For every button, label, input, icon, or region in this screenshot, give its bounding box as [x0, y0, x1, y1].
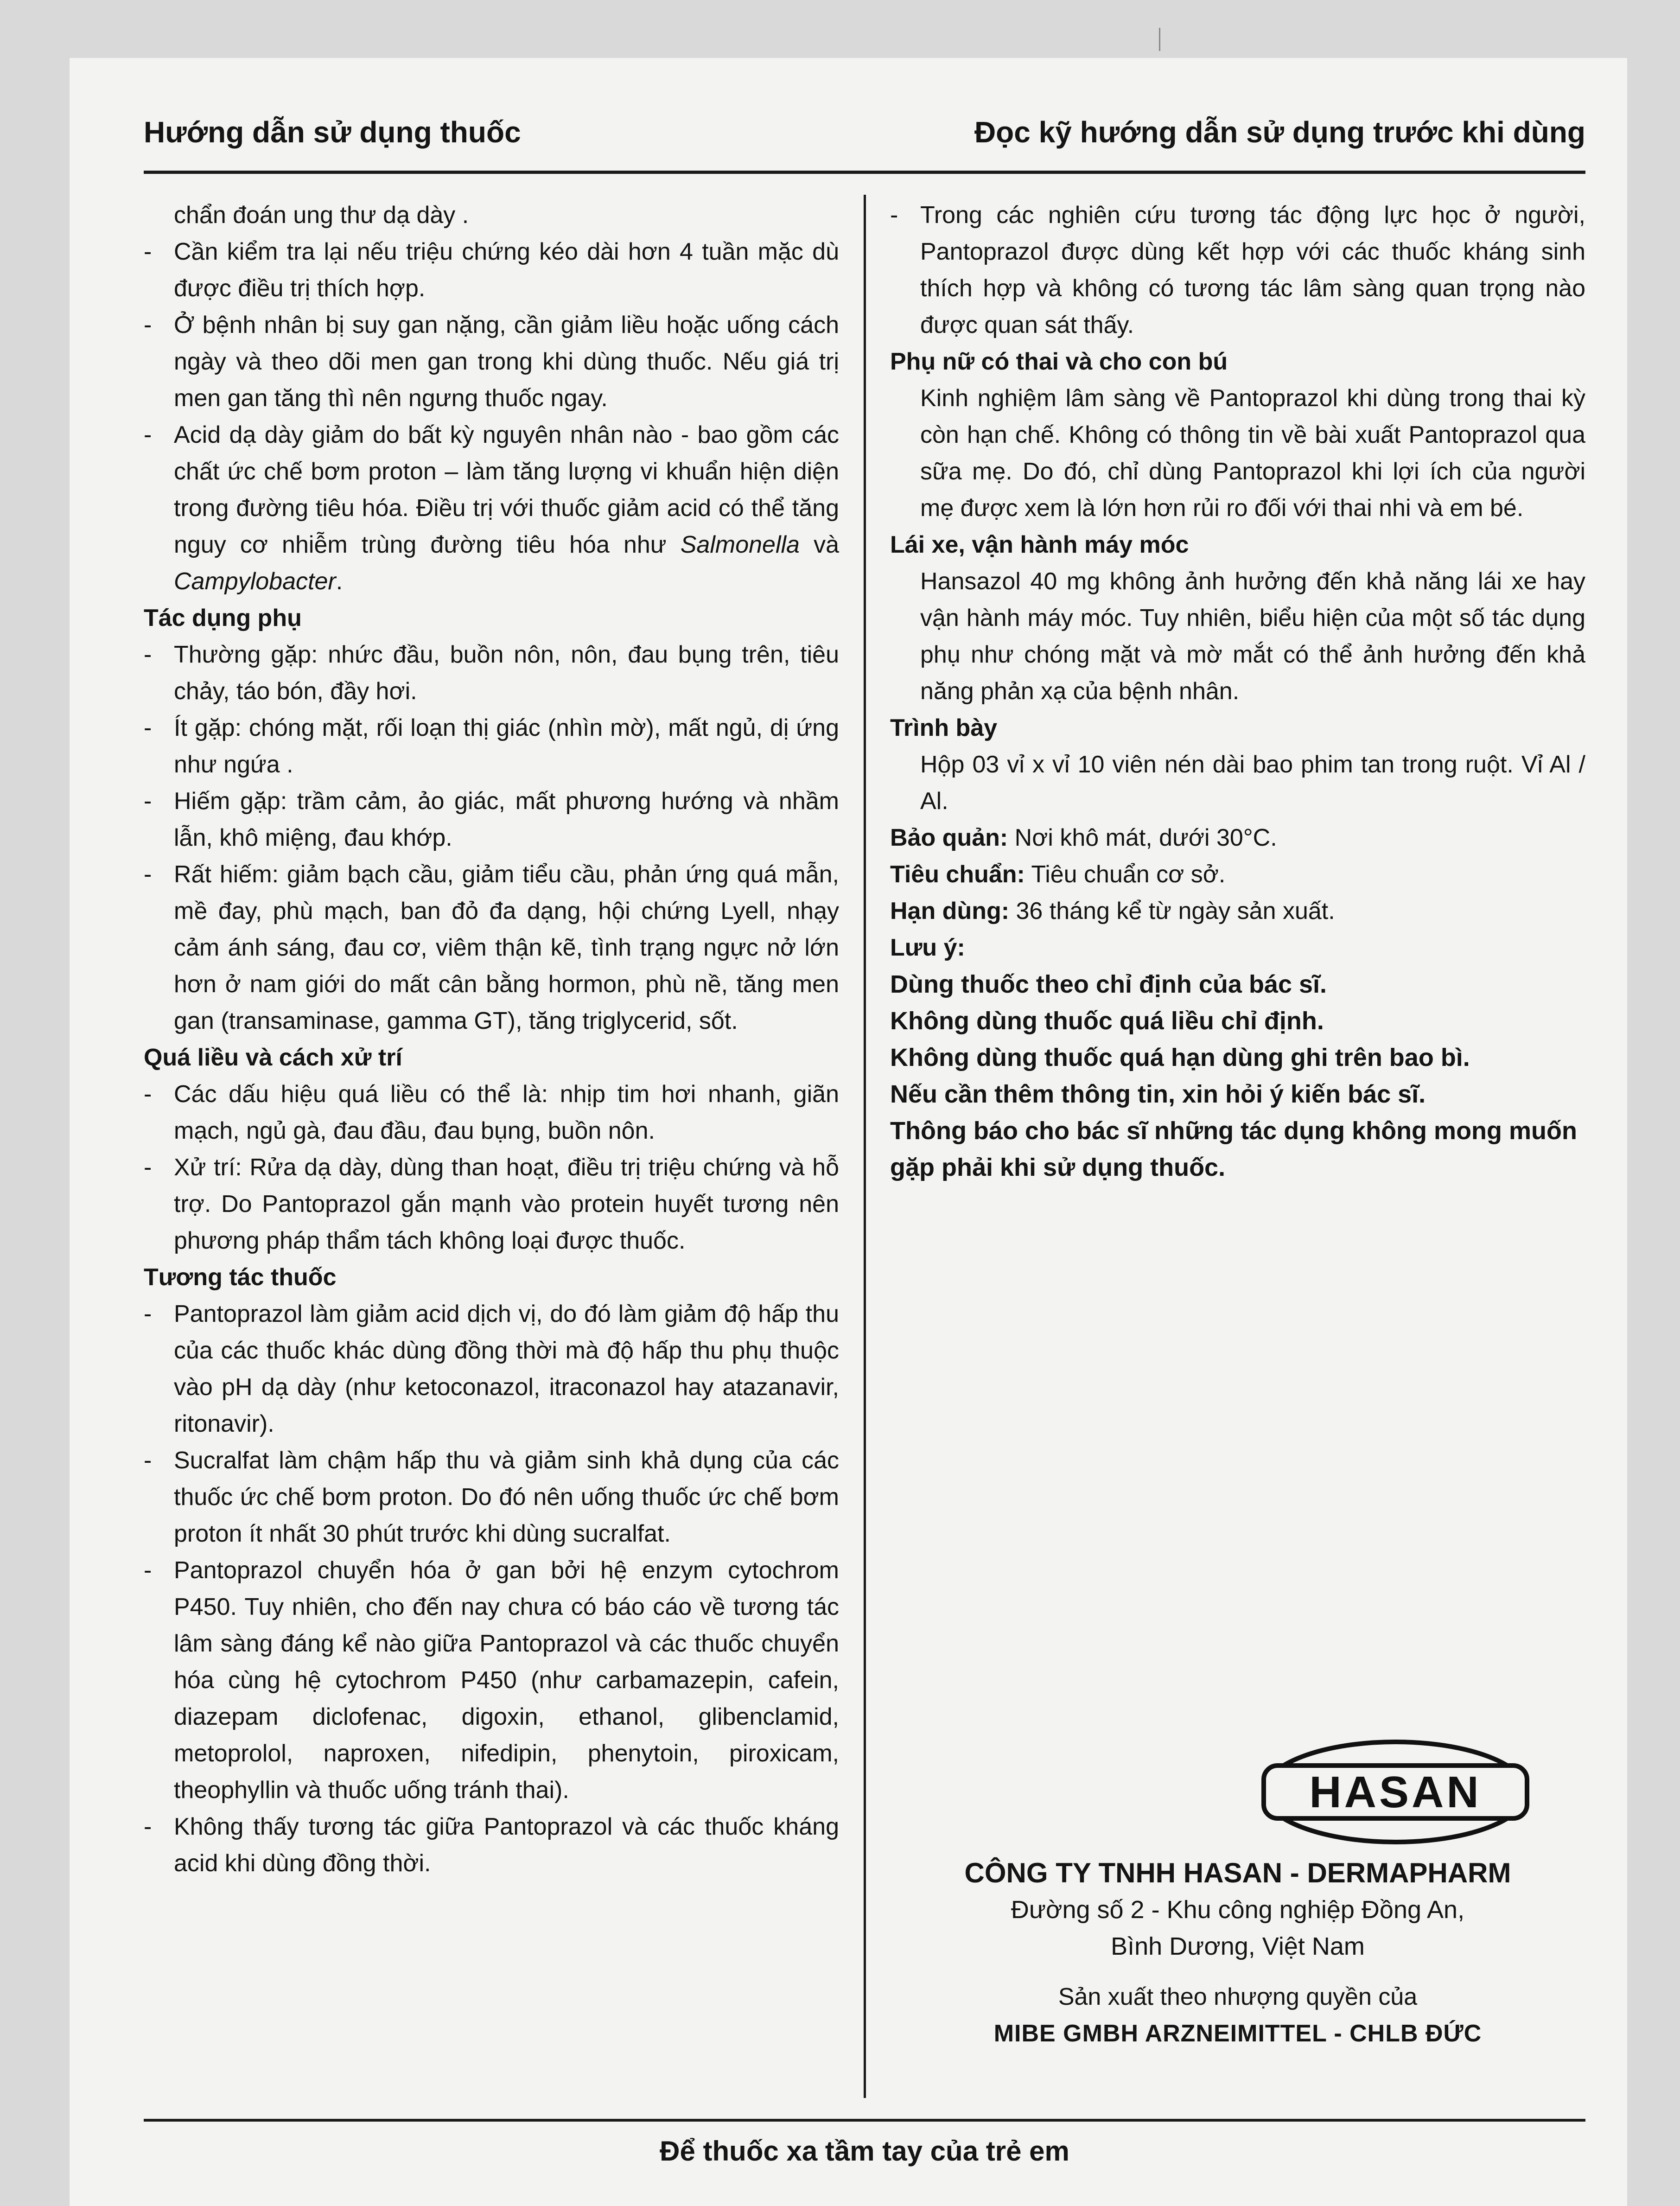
header-right-title: Đọc kỹ hướng dẫn sử dụng trước khi dùng: [974, 115, 1585, 149]
driving-text: Hansazol 40 mg không ảnh hưởng đến khả năng lái xe hay vận hành máy móc. Tuy nhiên, biểu hiện của một số tác dụng phụ như chóng mặt và mờ mắt có thể ảnh hưởng đến khả năng phản xạ của bệnh nhân.: [920, 568, 1585, 705]
header-rule: [144, 171, 1585, 174]
column-divider: [864, 195, 866, 2098]
side-effect-item: - Hiếm gặp: trầm cảm, ảo giác, mất phương hướng và nhầm lẫn, khô miệng, đau khớp.: [144, 788, 839, 851]
section-title-presentation: Trình bày: [890, 714, 998, 741]
warning-item: - Acid dạ dày giảm do bất kỳ nguyên nhân nào - bao gồm các chất ức chế bơm proton – làm tăng lượng vi khuẩn hiện diện trong đường tiêu hóa. Điều trị với thuốc giảm acid có thể tăng nguy cơ nhiễm trùng đường tiêu hóa như Salmonella và Campylobacter.: [144, 421, 840, 595]
expiry-line: Hạn dùng: 36 tháng kể từ ngày sản xuất.: [890, 898, 1335, 924]
standard-line: Tiêu chuẩn: Tiêu chuẩn cơ sở.: [890, 861, 1226, 888]
company-address-2: Bình Dương, Việt Nam: [1111, 1932, 1365, 1960]
note-line: Nếu cần thêm thông tin, xin hỏi ý kiến bác sĩ.: [890, 1080, 1426, 1108]
presentation-text: Hộp 03 vỉ x vỉ 10 viên nén dài bao phim tan trong ruột. Vỉ Al / Al.: [920, 751, 1585, 815]
licensor-name: MIBE GMBH ARZNEIMITTEL - CHLB ĐỨC: [993, 2020, 1482, 2047]
logo-text: HASAN: [1309, 1767, 1482, 1817]
interaction-item: - Sucralfat làm chậm hấp thu và giảm sinh khả dụng của các thuốc ức chế bơm proton. Do đó nên uống thuốc ức chế bơm proton ít nhất 30 phút trước khi dùng sucralfat.: [144, 1447, 839, 1547]
section-title-overdose: Quá liều và cách xử trí: [144, 1044, 402, 1071]
note-line: Dùng thuốc theo chỉ định của bác sĩ.: [890, 970, 1327, 998]
logo-graphic: [1261, 1739, 1530, 1845]
company-logo: [1261, 1739, 1530, 1845]
footer-rule: [144, 2119, 1585, 2122]
page-header: [144, 107, 1585, 169]
overdose-item: - Xử trí: Rửa dạ dày, dùng than hoạt, điều trị triệu chứng và hỗ trợ. Do Pantoprazol gắn mạnh vào protein huyết tương nên phương pháp thẩm tách không loại được thuốc.: [144, 1154, 839, 1254]
section-title-interactions: Tương tác thuốc: [144, 1264, 337, 1291]
warning-item: - Ở bệnh nhân bị suy gan nặng, cần giảm liều hoặc uống cách ngày và theo dõi men gan trong khi dùng thuốc. Nếu giá trị men gan tăng thì nên ngưng thuốc ngay.: [144, 312, 839, 412]
left-column: [144, 197, 839, 1882]
header-left-title: Hướng dẫn sử dụng thuốc: [144, 115, 521, 149]
license-line: Sản xuất theo nhượng quyền của: [1058, 1983, 1418, 2010]
interaction-item: - Không thấy tương tác giữa Pantoprazol và các thuốc kháng acid khi dùng đồng thời.: [144, 1813, 839, 1877]
interaction-item: - Pantoprazol chuyển hóa ở gan bởi hệ enzym cytochrom P450. Tuy nhiên, cho đến nay chưa có báo cáo về tương tác lâm sàng đáng kể nào giữa Pantoprazol và các thuốc chuyển hóa cùng hệ cytochrom P450 (như carbamazepin, cafein, diazepam diclofenac, digoxin, ethanol, glibenclamid, metoprolol, naproxen, nifedipin, phenytoin, piroxicam, theophyllin và thuốc uống tránh thai).: [144, 1557, 839, 1804]
interaction-item: - Pantoprazol làm giảm acid dịch vị, do đó làm giảm độ hấp thu của các thuốc khác dùng đồng thời mà độ hấp thu phụ thuộc vào pH dạ dày (như ketoconazol, itraconazol hay atazanavir, ritonavir).: [144, 1301, 839, 1437]
section-title-pregnancy: Phụ nữ có thai và cho con bú: [890, 348, 1228, 375]
warning-item: - Cần kiểm tra lại nếu triệu chứng kéo dài hơn 4 tuần mặc dù được điều trị thích hợp.: [144, 238, 839, 302]
interaction-item: - Trong các nghiên cứu tương tác động lực học ở người, Pantoprazol được dùng kết hợp với các thuốc kháng sinh thích hợp và không có tương tác lâm sàng quan trọng nào được quan sát thấy.: [890, 202, 1585, 338]
intro-text: chẩn đoán ung thư dạ dày .: [174, 202, 469, 229]
footer-warning: Để thuốc xa tầm tay của trẻ em: [660, 2136, 1069, 2167]
company-block: [890, 1855, 1585, 2052]
company-name: CÔNG TY TNHH HASAN - DERMAPHARM: [964, 1857, 1511, 1888]
overdose-item: - Các dấu hiệu quá liều có thể là: nhịp tim hơi nhanh, giãn mạch, ngủ gà, đau đầu, đau bụng, buồn nôn.: [144, 1081, 839, 1144]
leaflet-page: [144, 0, 1585, 2206]
storage-line: Bảo quản: Nơi khô mát, dưới 30°C.: [890, 824, 1277, 851]
note-line: Thông báo cho bác sĩ những tác dụng không mong muốn gặp phải khi sử dụng thuốc.: [890, 1117, 1577, 1181]
section-title-notes: Lưu ý:: [890, 934, 965, 961]
note-line: Không dùng thuốc quá liều chỉ định.: [890, 1007, 1324, 1035]
side-effect-item: - Thường gặp: nhức đầu, buồn nôn, nôn, đau bụng trên, tiêu chảy, táo bón, đầy hơi.: [144, 641, 839, 705]
section-title-side-effects: Tác dụng phụ: [144, 605, 302, 631]
note-line: Không dùng thuốc quá hạn dùng ghi trên bao bì.: [890, 1044, 1470, 1071]
pregnancy-text: Kinh nghiệm lâm sàng về Pantoprazol khi dùng trong thai kỳ còn hạn chế. Không có thông tin về bài xuất Pantoprazol qua sữa mẹ. Do đó, chỉ dùng Pantoprazol khi lợi ích của người mẹ được xem là lớn hơn rủi ro đối với thai nhi và em bé.: [920, 385, 1585, 522]
side-effect-item: - Rất hiếm: giảm bạch cầu, giảm tiểu cầu, phản ứng quá mẫn, mề đay, phù mạch, ban đỏ đa dạng, hội chứng Lyell, nhạy cảm ánh sáng, đau cơ, viêm thận kẽ, tình trạng ngực nở lớn hơn ở nam giới do mất cân bằng hormon, phù nề, tăng men gan (transaminase, gamma GT), tăng triglycerid, sốt.: [144, 861, 839, 1034]
right-column: [890, 197, 1585, 1186]
company-address-1: Đường số 2 - Khu công nghiệp Đồng An,: [1011, 1896, 1465, 1924]
section-title-driving: Lái xe, vận hành máy móc: [890, 531, 1189, 558]
side-effect-item: - Ít gặp: chóng mặt, rối loạn thị giác (nhìn mờ), mất ngủ, dị ứng như ngứa .: [144, 714, 839, 778]
